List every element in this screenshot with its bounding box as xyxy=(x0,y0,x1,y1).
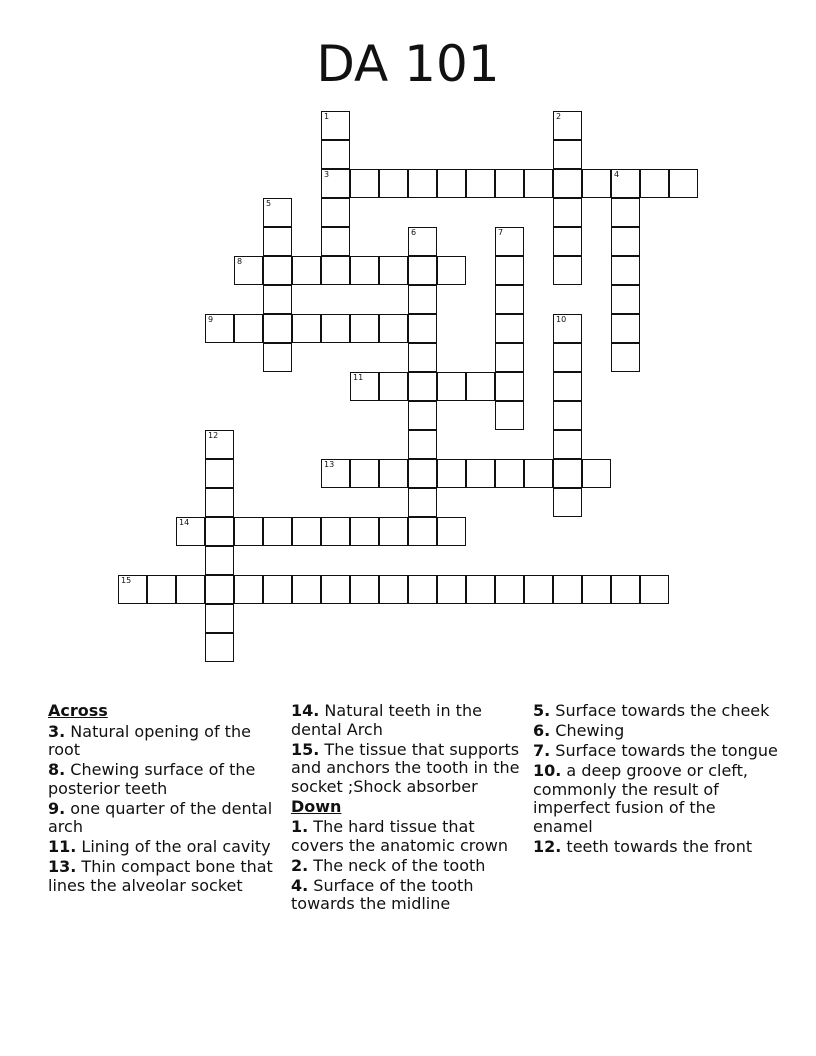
grid-cell[interactable] xyxy=(350,169,379,198)
grid-cell[interactable] xyxy=(495,343,524,372)
grid-cell[interactable] xyxy=(582,169,611,198)
grid-cell[interactable] xyxy=(205,459,234,488)
grid-cell[interactable] xyxy=(176,575,205,604)
clue-item-text: Lining of the oral cavity xyxy=(76,837,271,857)
grid-cell[interactable] xyxy=(408,372,437,401)
clue-item-number: 6. xyxy=(533,721,551,741)
clue-number: 3 xyxy=(324,170,330,179)
grid-cell[interactable] xyxy=(495,575,524,604)
grid-cell[interactable] xyxy=(350,372,379,401)
grid-cell[interactable] xyxy=(553,227,582,256)
clue-number: 5 xyxy=(266,199,272,208)
grid-cell[interactable] xyxy=(321,314,350,343)
grid-cell[interactable] xyxy=(205,488,234,517)
grid-cell[interactable] xyxy=(321,140,350,169)
clue-item-number: 15. xyxy=(291,739,320,759)
clue-number: 8 xyxy=(237,257,243,266)
grid-cell[interactable] xyxy=(321,459,350,488)
grid-cell[interactable] xyxy=(466,169,495,198)
clue-item xyxy=(48,858,273,895)
grid-cell[interactable] xyxy=(350,459,379,488)
grid-cell[interactable] xyxy=(553,343,582,372)
grid-cell[interactable] xyxy=(379,517,408,546)
grid-cell[interactable] xyxy=(379,459,408,488)
grid-cell[interactable] xyxy=(495,314,524,343)
grid-cell[interactable] xyxy=(379,256,408,285)
grid-cell[interactable] xyxy=(379,314,408,343)
grid-cell[interactable] xyxy=(234,575,263,604)
clue-item xyxy=(291,818,527,855)
clue-item xyxy=(291,857,527,876)
clue-number: 6 xyxy=(411,228,417,237)
grid-cell[interactable] xyxy=(553,140,582,169)
grid-cell[interactable] xyxy=(611,314,640,343)
grid-cell[interactable] xyxy=(466,575,495,604)
clue-item-number: 9. xyxy=(48,798,66,818)
grid-cell[interactable] xyxy=(205,517,234,546)
grid-cell[interactable] xyxy=(553,314,582,343)
grid-cell[interactable] xyxy=(321,198,350,227)
down-heading: Down xyxy=(291,796,342,816)
clue-item xyxy=(48,800,273,837)
clue-item-text: Surface towards the cheek xyxy=(550,701,770,720)
clue-item-number: 13. xyxy=(48,857,77,877)
clue-item-text: The hard tissue that covers the anatomic crown xyxy=(291,817,509,855)
clue-number: 7 xyxy=(498,228,504,237)
grid-cell[interactable] xyxy=(205,314,234,343)
grid-cell[interactable] xyxy=(379,169,408,198)
grid-cell[interactable] xyxy=(379,575,408,604)
grid-cell[interactable] xyxy=(640,575,669,604)
grid-cell[interactable] xyxy=(640,169,669,198)
clue-item-text: Chewing xyxy=(550,721,625,741)
grid-cell[interactable] xyxy=(263,517,292,546)
clue-item-number: 5. xyxy=(533,701,551,720)
grid-cell[interactable] xyxy=(234,256,263,285)
grid-cell[interactable] xyxy=(263,256,292,285)
grid-cell[interactable] xyxy=(495,285,524,314)
clue-item xyxy=(533,702,778,721)
grid-cell[interactable] xyxy=(553,256,582,285)
clue-item xyxy=(291,702,527,739)
grid-cell[interactable] xyxy=(205,546,234,575)
grid-cell[interactable] xyxy=(553,575,582,604)
clue-item xyxy=(291,877,527,914)
grid-cell[interactable] xyxy=(379,372,408,401)
grid-cell[interactable] xyxy=(524,459,553,488)
grid-cell[interactable] xyxy=(350,575,379,604)
grid-cell[interactable] xyxy=(553,111,582,140)
clue-item-text: Thin compact bone that lines the alveolar socket xyxy=(48,857,273,895)
grid-cell[interactable] xyxy=(292,517,321,546)
grid-cell[interactable] xyxy=(495,459,524,488)
grid-cell[interactable] xyxy=(466,459,495,488)
grid-cell[interactable] xyxy=(437,169,466,198)
grid-cell[interactable] xyxy=(292,575,321,604)
grid-cell[interactable] xyxy=(263,314,292,343)
grid-cell[interactable] xyxy=(321,111,350,140)
grid-cell[interactable] xyxy=(321,169,350,198)
grid-cell[interactable] xyxy=(553,169,582,198)
clue-item-text: one quarter of the dental arch xyxy=(48,798,273,837)
grid-cell[interactable] xyxy=(669,169,698,198)
grid-cell[interactable] xyxy=(234,517,263,546)
grid-cell[interactable] xyxy=(611,575,640,604)
grid-cell[interactable] xyxy=(611,285,640,314)
clue-item xyxy=(48,838,273,857)
grid-cell[interactable] xyxy=(437,517,466,546)
clue-item-number: 11. xyxy=(48,837,77,857)
grid-cell[interactable] xyxy=(408,488,437,517)
clue-number: 10 xyxy=(556,315,567,324)
clue-number: 13 xyxy=(324,460,335,469)
clue-item xyxy=(291,741,527,797)
clue-item xyxy=(533,838,778,857)
grid-cell[interactable] xyxy=(408,575,437,604)
grid-cell[interactable] xyxy=(408,169,437,198)
grid-cell[interactable] xyxy=(437,575,466,604)
grid-cell[interactable] xyxy=(263,575,292,604)
grid-cell[interactable] xyxy=(553,198,582,227)
grid-cell[interactable] xyxy=(582,459,611,488)
grid-cell[interactable] xyxy=(611,343,640,372)
clue-column-1 xyxy=(48,702,273,897)
grid-cell[interactable] xyxy=(437,372,466,401)
grid-cell[interactable] xyxy=(234,314,263,343)
grid-cell[interactable] xyxy=(205,430,234,459)
clue-number: 9 xyxy=(208,315,214,324)
grid-cell[interactable] xyxy=(495,227,524,256)
clue-item-text: Surface of the tooth towards the midline xyxy=(291,875,474,914)
grid-cell[interactable] xyxy=(495,256,524,285)
clue-number: 15 xyxy=(121,576,132,585)
grid-cell[interactable] xyxy=(408,285,437,314)
grid-cell[interactable] xyxy=(263,343,292,372)
grid-cell[interactable] xyxy=(466,372,495,401)
grid-cell[interactable] xyxy=(205,604,234,633)
clue-number: 14 xyxy=(179,518,190,527)
clue-item-number: 3. xyxy=(48,721,66,741)
clue-number: 4 xyxy=(614,170,620,179)
grid-cell[interactable] xyxy=(611,169,640,198)
grid-cell[interactable] xyxy=(553,459,582,488)
grid-cell[interactable] xyxy=(321,256,350,285)
grid-cell[interactable] xyxy=(611,256,640,285)
clue-item-number: 2. xyxy=(291,855,309,875)
clue-item-text: a deep groove or cleft, commonly the result of imperfect fusion of the enamel xyxy=(533,761,749,836)
clue-item-text: The neck of the tooth xyxy=(308,855,486,875)
clue-item xyxy=(48,723,273,760)
clue-number: 1 xyxy=(324,112,330,121)
clue-item-number: 14. xyxy=(291,701,320,720)
grid-cell[interactable] xyxy=(495,372,524,401)
grid-cell[interactable] xyxy=(292,256,321,285)
grid-cell[interactable] xyxy=(408,401,437,430)
clue-number: 2 xyxy=(556,112,562,121)
clue-item-text: Natural opening of the root xyxy=(48,721,251,759)
clue-item xyxy=(533,742,778,761)
clue-item-number: 4. xyxy=(291,875,309,895)
clue-item-number: 7. xyxy=(533,741,551,761)
grid-cell[interactable] xyxy=(553,488,582,517)
clue-column-2 xyxy=(291,702,527,915)
grid-cell[interactable] xyxy=(350,256,379,285)
grid-cell[interactable] xyxy=(408,517,437,546)
grid-cell[interactable] xyxy=(553,401,582,430)
across-heading: Across xyxy=(48,701,108,720)
grid-cell[interactable] xyxy=(321,517,350,546)
grid-cell[interactable] xyxy=(205,633,234,662)
grid-cell[interactable] xyxy=(292,314,321,343)
clue-item-number: 10. xyxy=(533,761,562,781)
grid-cell[interactable] xyxy=(176,517,205,546)
grid-cell[interactable] xyxy=(524,169,553,198)
grid-cell[interactable] xyxy=(147,575,176,604)
grid-cell[interactable] xyxy=(437,256,466,285)
grid-cell[interactable] xyxy=(205,575,234,604)
grid-cell[interactable] xyxy=(408,256,437,285)
clue-item-number: 1. xyxy=(291,817,309,837)
grid-cell[interactable] xyxy=(408,459,437,488)
grid-cell[interactable] xyxy=(408,227,437,256)
grid-cell[interactable] xyxy=(611,198,640,227)
clue-column-3 xyxy=(533,702,778,858)
grid-cell[interactable] xyxy=(263,227,292,256)
grid-cell[interactable] xyxy=(495,169,524,198)
clue-item-text: teeth towards the front xyxy=(561,836,753,856)
clue-item-number: 8. xyxy=(48,760,66,780)
puzzle-title: DA 101 xyxy=(316,35,500,93)
clue-number: 11 xyxy=(353,373,364,382)
grid-cell[interactable] xyxy=(553,430,582,459)
grid-cell[interactable] xyxy=(263,285,292,314)
clue-number: 12 xyxy=(208,431,219,440)
clue-item xyxy=(48,761,273,798)
clue-item xyxy=(533,722,778,741)
grid-cell[interactable] xyxy=(408,343,437,372)
grid-cell[interactable] xyxy=(350,314,379,343)
clue-item-text: Chewing surface of the posterior teeth xyxy=(48,760,256,798)
grid-cell[interactable] xyxy=(321,227,350,256)
grid-cell[interactable] xyxy=(524,575,553,604)
grid-cell[interactable] xyxy=(350,517,379,546)
clue-item-text: Surface towards the tongue xyxy=(550,741,778,761)
grid-cell[interactable] xyxy=(582,575,611,604)
clue-item-text: Natural teeth in the dental Arch xyxy=(291,701,482,739)
grid-cell[interactable] xyxy=(611,227,640,256)
clue-item-number: 12. xyxy=(533,836,562,856)
grid-cell[interactable] xyxy=(553,372,582,401)
grid-cell[interactable] xyxy=(408,430,437,459)
grid-cell[interactable] xyxy=(495,401,524,430)
grid-cell[interactable] xyxy=(263,198,292,227)
clue-item xyxy=(533,762,778,836)
clue-item-text: The tissue that supports and anchors the tooth in the socket ;Shock absorber xyxy=(291,739,520,796)
grid-cell[interactable] xyxy=(321,575,350,604)
grid-cell[interactable] xyxy=(408,314,437,343)
grid-cell[interactable] xyxy=(437,459,466,488)
grid-cell[interactable] xyxy=(118,575,147,604)
